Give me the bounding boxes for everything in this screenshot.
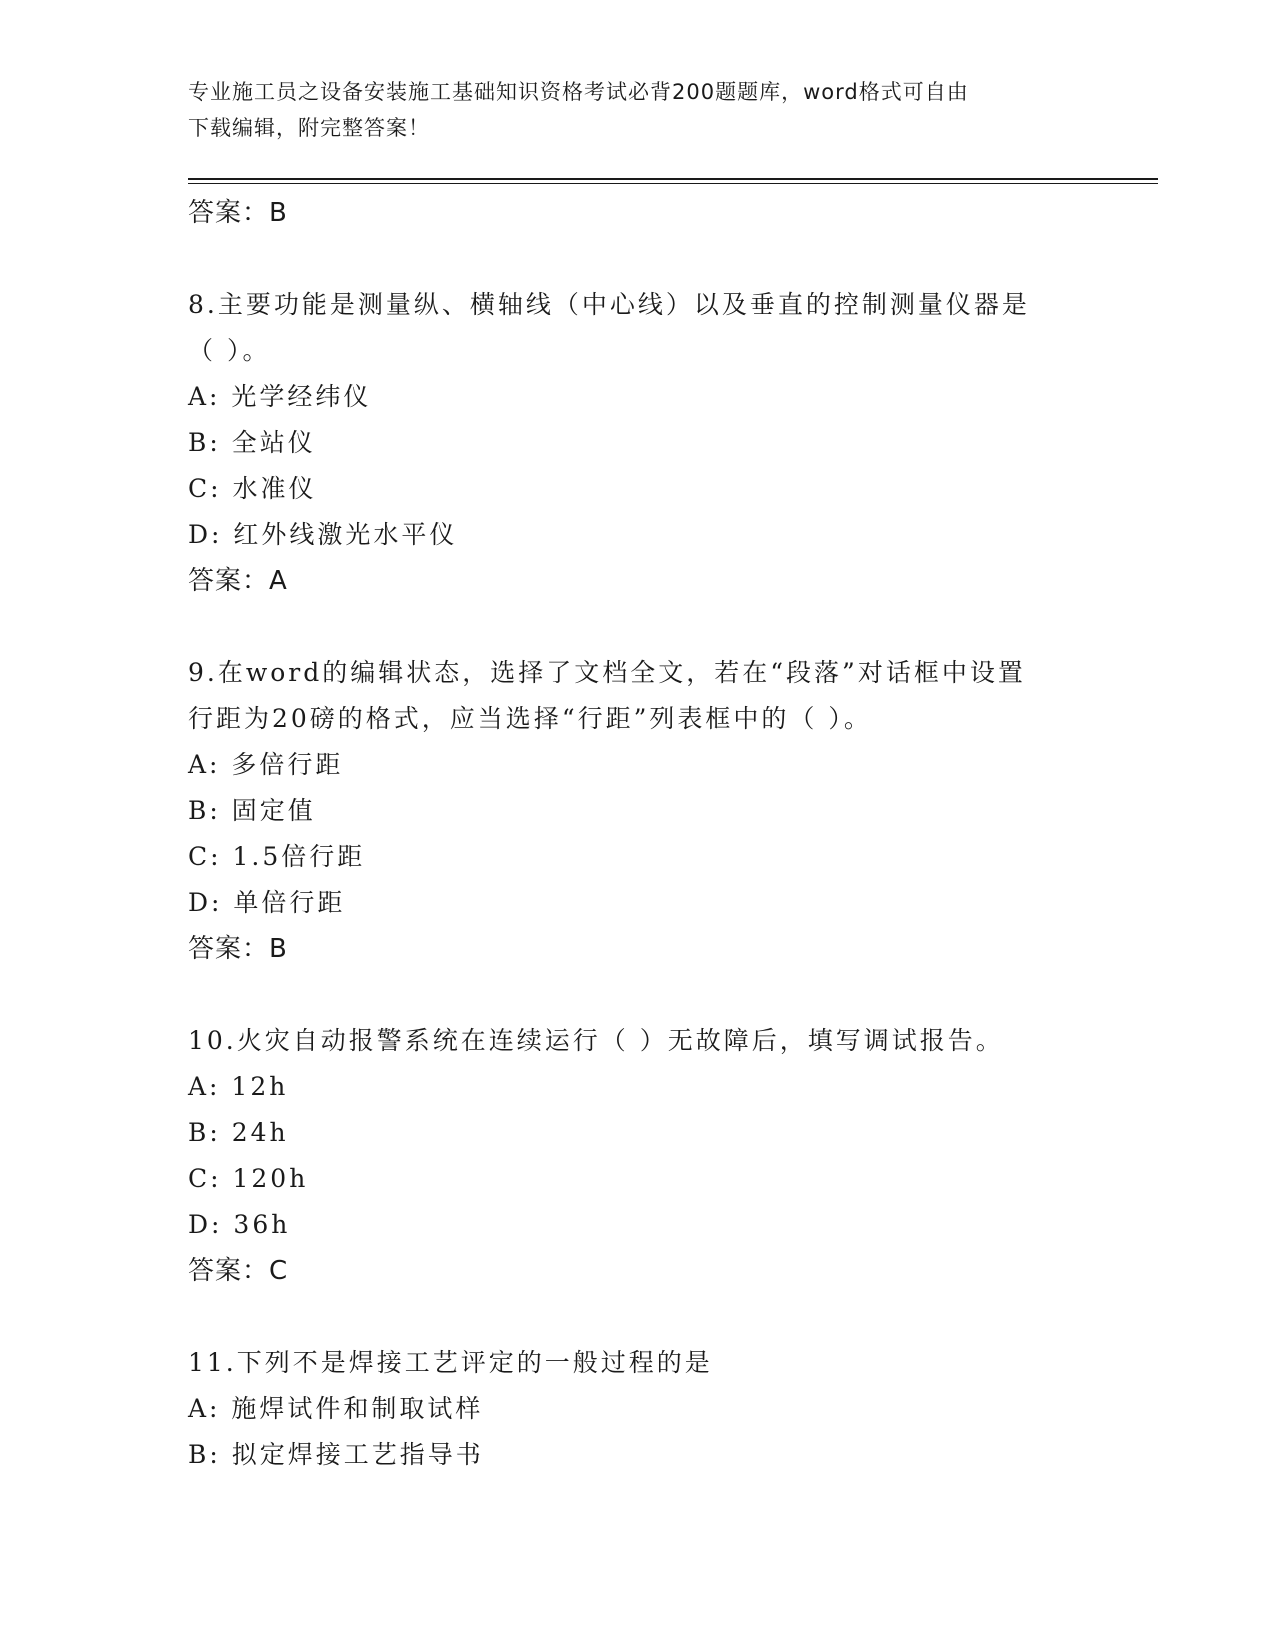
spacer	[188, 1294, 1088, 1340]
question-text: 10.火灾自动报警系统在连续运行（ ）无故障后，填写调试报告。	[188, 1026, 1004, 1055]
option-b: B: 24h	[188, 1118, 289, 1147]
option-a: A: 施焊试件和制取试样	[188, 1394, 484, 1423]
question-block	[188, 1340, 1088, 1478]
spacer	[188, 972, 1088, 1018]
spacer	[188, 604, 1088, 650]
question-block	[188, 1018, 1088, 1294]
question-text: 11.下列不是焊接工艺评定的一般过程的是	[188, 1348, 713, 1377]
question-text: 9.在word的编辑状态，选择了文档全文，若在“段落”对话框中设置	[188, 658, 1026, 687]
header-line-2: 下载编辑，附完整答案！	[188, 116, 430, 140]
question-block	[188, 650, 1088, 972]
question-text-cont: （ ）。	[188, 336, 271, 365]
question-block	[188, 282, 1088, 604]
answer-line: 答案：B	[188, 934, 288, 964]
header-line-1: 专业施工员之设备安装施工基础知识资格考试必背200题题库，word格式可自由	[188, 80, 969, 104]
option-b: B: 全站仪	[188, 428, 316, 457]
header-divider-thin	[188, 183, 1158, 184]
spacer	[188, 236, 1088, 282]
option-a: A: 12h	[188, 1072, 289, 1101]
option-a: A: 光学经纬仪	[188, 382, 372, 411]
answer-line: 答案：C	[188, 1256, 289, 1286]
answer-line: 答案：A	[188, 566, 288, 596]
document-body	[188, 190, 1088, 1478]
option-c: C: 1.5倍行距	[188, 842, 366, 871]
option-c: C: 120h	[188, 1164, 309, 1193]
answer-line: 答案：B	[188, 198, 288, 228]
option-a: A: 多倍行距	[188, 750, 344, 779]
option-d: D: 红外线激光水平仪	[188, 520, 458, 549]
document-header	[188, 74, 1068, 146]
option-c: C: 水准仪	[188, 474, 317, 503]
question-text: 8.主要功能是测量纵、横轴线（中心线）以及垂直的控制测量仪器是	[188, 290, 1030, 319]
option-d: D: 单倍行距	[188, 888, 346, 917]
option-b: B: 拟定焊接工艺指导书	[188, 1440, 484, 1469]
question-text-cont: 行距为20磅的格式，应当选择“行距”列表框中的（ ）。	[188, 704, 872, 733]
option-d: D: 36h	[188, 1210, 291, 1239]
header-divider	[188, 178, 1158, 180]
option-b: B: 固定值	[188, 796, 316, 825]
